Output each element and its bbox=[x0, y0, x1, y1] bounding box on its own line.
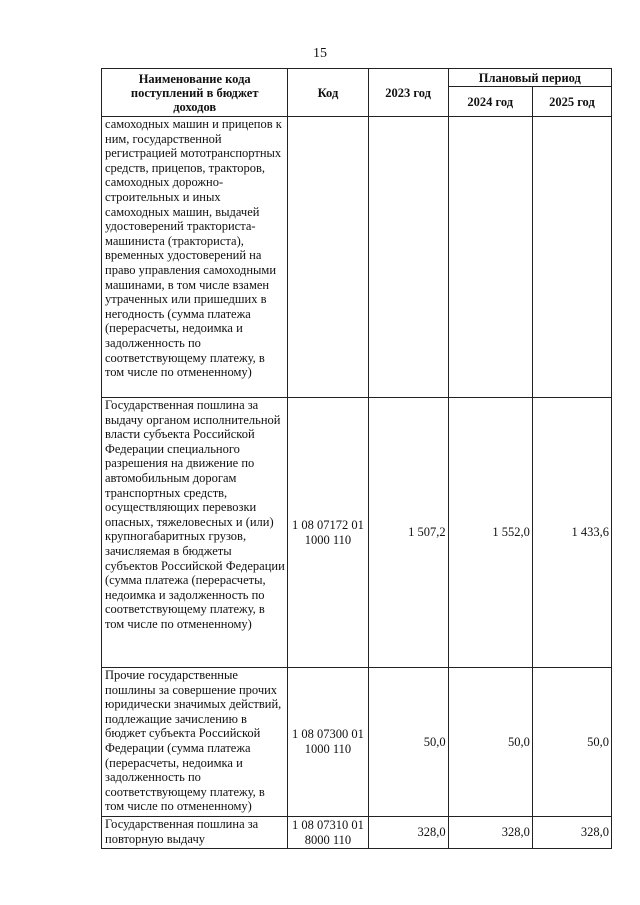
header-plan-period: Плановый период bbox=[448, 69, 611, 87]
header-code: Код bbox=[288, 69, 368, 117]
row-code: 1 08 07310 01 8000 110 bbox=[288, 817, 368, 849]
page-number: 15 bbox=[313, 46, 327, 61]
row-code: 1 08 07172 01 1000 110 bbox=[288, 398, 368, 668]
row-value-2023 bbox=[368, 117, 448, 398]
row-value-2024: 1 552,0 bbox=[448, 398, 532, 668]
row-value-2024: 50,0 bbox=[448, 668, 532, 817]
row-value-2025 bbox=[532, 117, 611, 398]
table-row bbox=[102, 668, 612, 817]
table-row bbox=[102, 817, 612, 849]
row-name: Государственная пошлина за выдачу органом исполнительной власти субъекта Российской Федерации специального разрешения на движение по автомобильным дорогам транспортных средств, осуществляющих перевозки опасных, тяжеловесных и (или) крупногабаритных грузов, зачисляемая в бюджеты субъектов Российской Федерации (сумма платежа (перерасчеты, недоимка и задолженность по соответствующему платежу, в том числе по отмененному) bbox=[102, 398, 288, 668]
row-value-2025: 328,0 bbox=[532, 817, 611, 849]
revenue-table bbox=[101, 68, 612, 849]
row-value-2025: 1 433,6 bbox=[532, 398, 611, 668]
row-value-2023: 50,0 bbox=[368, 668, 448, 817]
row-code bbox=[288, 117, 368, 398]
table-row bbox=[102, 398, 612, 668]
row-name: Прочие государственные пошлины за совершение прочих юридически значимых действий, подлежащие зачислению в бюджет субъекта Российской Федерации (сумма платежа (перерасчеты, недоимка и задолженность по соответствующему платежу, в том числе по отмененному) bbox=[102, 668, 288, 817]
header-year-2023: 2023 год bbox=[368, 69, 448, 117]
row-value-2025: 50,0 bbox=[532, 668, 611, 817]
row-value-2024: 328,0 bbox=[448, 817, 532, 849]
row-name: Государственная пошлина за повторную выдачу bbox=[102, 817, 288, 849]
row-value-2023: 328,0 bbox=[368, 817, 448, 849]
row-code: 1 08 07300 01 1000 110 bbox=[288, 668, 368, 817]
row-value-2023: 1 507,2 bbox=[368, 398, 448, 668]
header-name: Наименование кода поступлений в бюджет доходов bbox=[102, 69, 288, 117]
header-year-2024: 2024 год bbox=[448, 87, 532, 117]
row-value-2024 bbox=[448, 117, 532, 398]
row-name: самоходных машин и прицепов к ним, государственной регистрацией мототранспортных средств, прицепов, тракторов, самоходных дорожно-строительных и иных самоходных машин, выдачей удостоверений тракториста-машиниста (тракториста), временных удостоверений на право управления самоходными машинами, в том числе взамен утраченных или пришедших в негодность (сумма платежа (перерасчеты, недоимка и задолженность по соответствующему платежу, в том числе по отмененному) bbox=[102, 117, 288, 398]
header-year-2025: 2025 год bbox=[532, 87, 611, 117]
table-row bbox=[102, 117, 612, 398]
